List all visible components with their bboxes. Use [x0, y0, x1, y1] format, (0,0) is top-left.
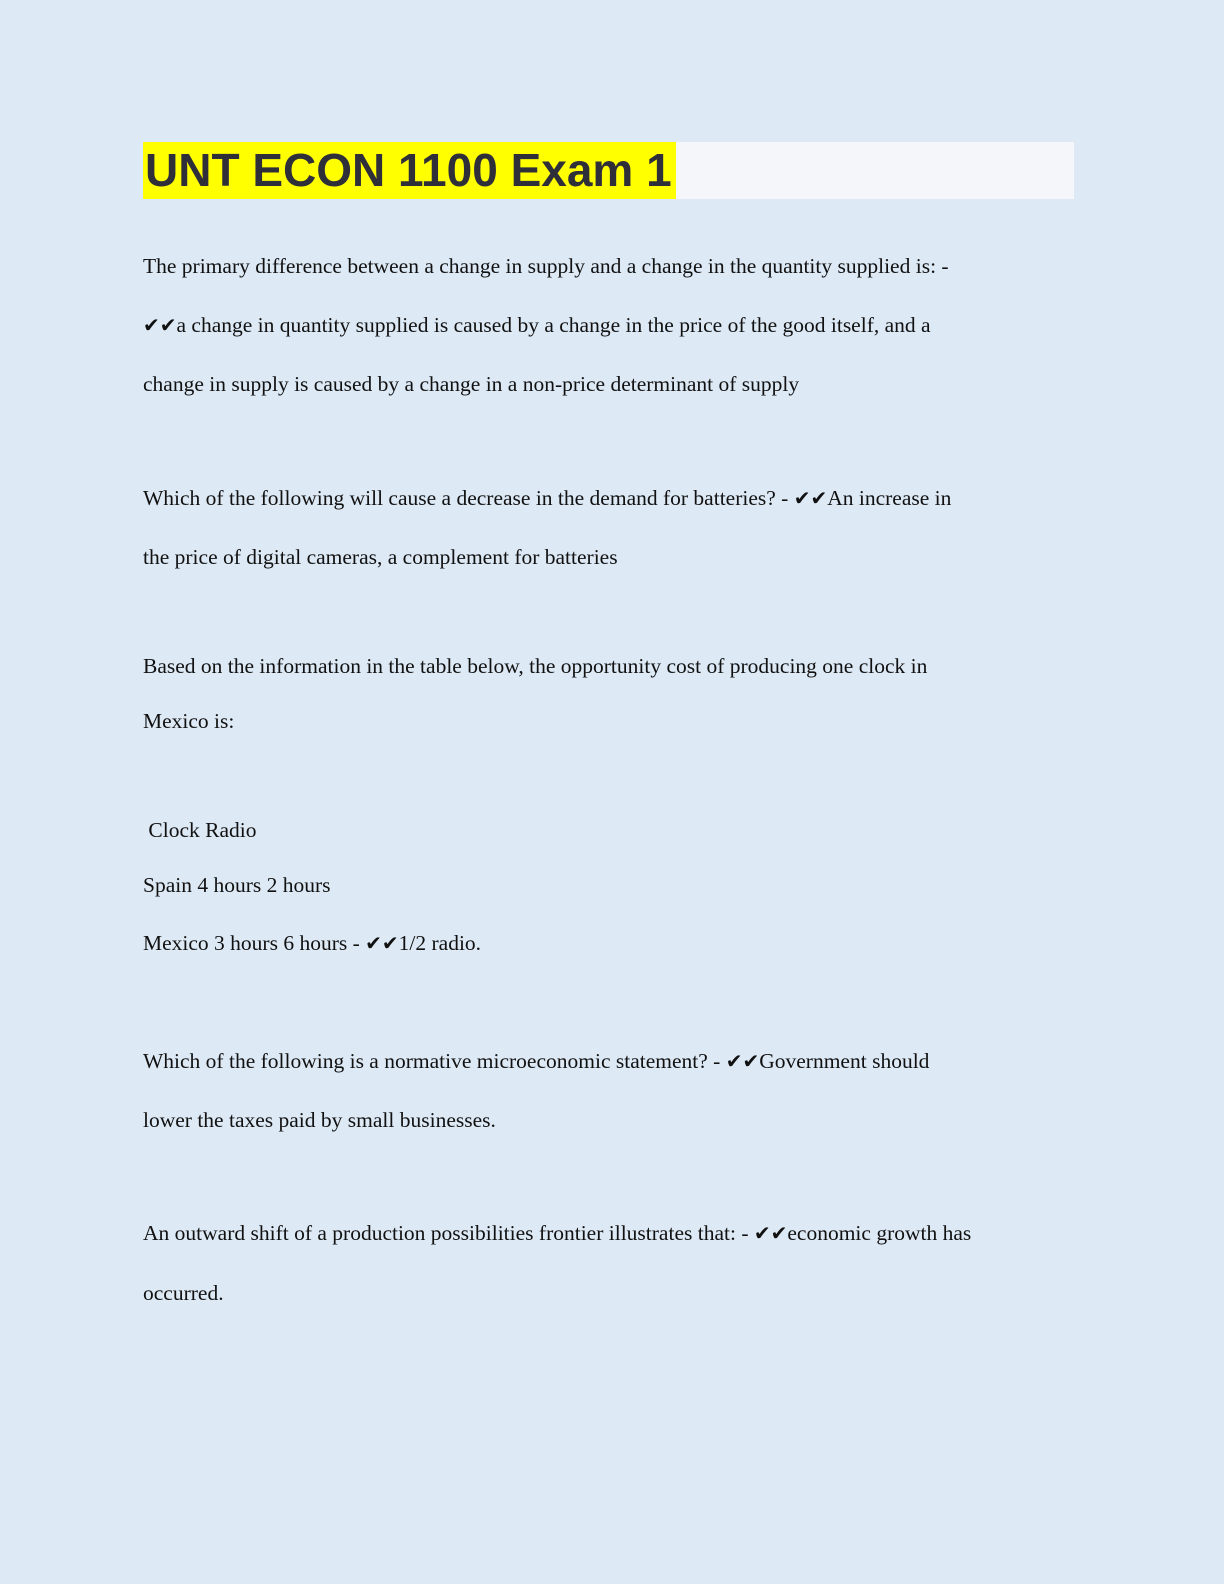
q1-answer-line-1: [143, 312, 931, 338]
q5-answer-first: economic growth has: [787, 1221, 972, 1245]
q4-question: Which of the following is a normative microeconomic statement? -: [143, 1049, 721, 1073]
check-icon: ✔✔: [143, 313, 177, 337]
q2-line-1: [143, 485, 951, 511]
q2-answer-first: An increase in: [827, 486, 952, 510]
q3-table-row-spain: Spain 4 hours 2 hours: [143, 873, 331, 897]
q1-question: The primary difference between a change in supply and a change in the quantity supplied is: -: [143, 254, 949, 278]
q5-answer-rest: occurred.: [143, 1281, 224, 1305]
title-bar: [143, 142, 1074, 199]
q3-question-line-1: Based on the information in the table below, the opportunity cost of producing one clock in: [143, 654, 928, 678]
check-icon: ✔✔: [725, 1049, 760, 1073]
q3-row-mexico-text: Mexico 3 hours 6 hours -: [143, 931, 360, 955]
q4-answer-rest: lower the taxes paid by small businesses.: [143, 1108, 496, 1132]
check-icon: ✔✔: [793, 486, 828, 510]
q5-question: An outward shift of a production possibilities frontier illustrates that: -: [143, 1221, 749, 1245]
q3-answer: 1/2 radio.: [398, 931, 482, 955]
q2-question: Which of the following will cause a decrease in the demand for batteries? -: [143, 486, 789, 510]
q1-answer-text: a change in quantity supplied is caused by a change in the price of the good itself, and a: [176, 313, 931, 337]
check-icon: ✔✔: [753, 1221, 788, 1245]
q3-table-header: Clock Radio: [143, 818, 257, 842]
q3-table-row-mexico: [143, 930, 481, 956]
q2-answer-rest: the price of digital cameras, a complement for batteries: [143, 545, 618, 569]
check-icon: ✔✔: [365, 931, 399, 955]
q4-line-1: [143, 1048, 929, 1074]
document-title: UNT ECON 1100 Exam 1: [143, 142, 676, 199]
q1-answer-line-2: change in supply is caused by a change in a non-price determinant of supply: [143, 372, 800, 396]
q5-line-1: [143, 1220, 971, 1246]
q4-answer-first: Government should: [759, 1049, 930, 1073]
q3-question-line-2: Mexico is:: [143, 709, 235, 733]
